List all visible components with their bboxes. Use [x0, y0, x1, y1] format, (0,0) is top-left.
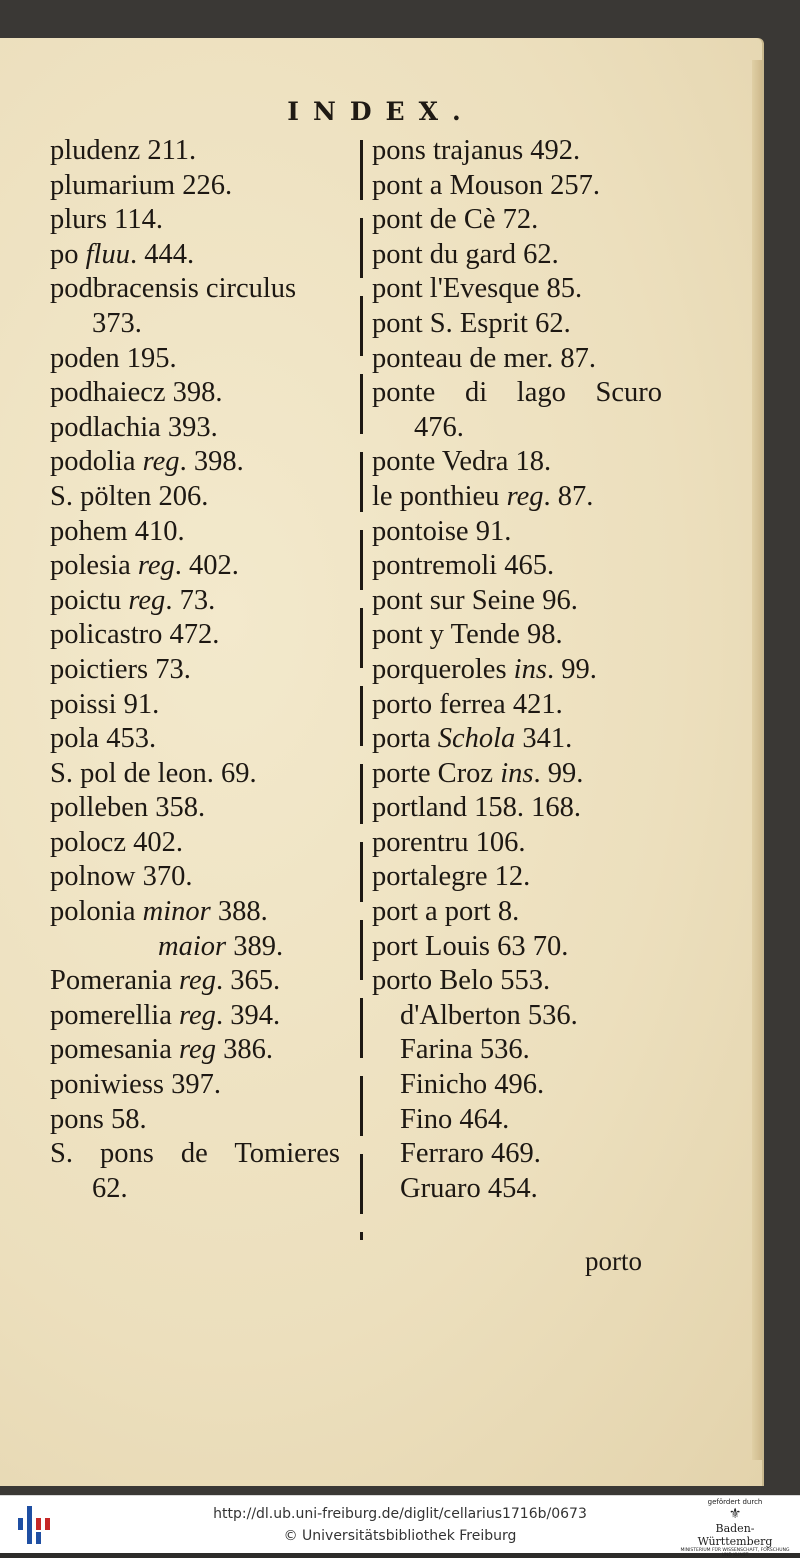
entry-text: pont sur Seine 96. [372, 584, 578, 616]
index-entry [372, 895, 692, 930]
index-entry [50, 964, 350, 999]
entry-italic: reg [137, 550, 175, 582]
index-entry [372, 618, 692, 653]
sponsor-ministry: MINISTERIUM FÜR WISSENSCHAFT, FORSCHUNG UND KUNST [680, 1548, 790, 1558]
index-entry [50, 272, 350, 307]
entry-text: plurs 114. [50, 204, 163, 236]
index-column-left [50, 134, 350, 1206]
index-entry [372, 1137, 692, 1172]
index-entry [50, 895, 350, 930]
index-entry [50, 238, 350, 273]
entry-text: Finicho 496. [400, 1069, 545, 1101]
entry-text: pont du gard 62. [372, 238, 559, 270]
entry-text: port Louis 63 70. [372, 930, 569, 962]
index-entry [50, 203, 350, 238]
entry-text: le ponthieu [372, 480, 507, 512]
column-divider [360, 140, 363, 1240]
entry-text: Pomerania [50, 965, 180, 997]
index-entry [372, 307, 692, 342]
viewer-footer [0, 1495, 800, 1558]
entry-text: po [50, 238, 86, 270]
entry-text: pomesania [50, 1034, 180, 1066]
entry-text: ponte Vedra 18. [372, 446, 552, 478]
index-entry [50, 1103, 350, 1138]
index-entry [372, 480, 692, 515]
entry-text: S. pons de Tomieres [50, 1138, 340, 1170]
index-entry [372, 272, 692, 307]
index-entry [372, 653, 692, 688]
index-entry [372, 238, 692, 273]
index-entry [50, 376, 350, 411]
entry-italic: reg [506, 480, 544, 512]
entry-text: pontoise 91. [372, 515, 512, 547]
entry-text: Gruaro 454. [400, 1172, 538, 1204]
index-entry [372, 791, 692, 826]
entry-text: polnow 370. [50, 861, 193, 893]
index-entry [50, 688, 350, 723]
index-entry [50, 860, 350, 895]
index-entry [372, 757, 692, 792]
entry-text: Farina 536. [400, 1034, 530, 1066]
entry-text: pohem 410. [50, 515, 185, 547]
index-entry [372, 999, 692, 1034]
index-entry [50, 549, 350, 584]
index-entry [372, 203, 692, 238]
index-entry [50, 653, 350, 688]
entry-italic: reg [142, 446, 180, 478]
entry-text: pons 58. [50, 1103, 147, 1135]
entry-text: poictiers 73. [50, 653, 191, 685]
index-entry [50, 134, 350, 169]
entry-text: 388. [210, 896, 268, 928]
entry-text: ponte di lago Scuro [372, 377, 662, 409]
index-entry [50, 307, 350, 342]
entry-italic: reg [179, 965, 216, 997]
entry-text: ponteau de mer. 87. [372, 342, 596, 374]
entry-text: plumarium 226. [50, 169, 233, 201]
entry-text: pont a Mouson 257. [372, 169, 600, 201]
index-entry [50, 1033, 350, 1068]
entry-text: pontremoli 465. [372, 550, 555, 582]
index-column-right [372, 134, 692, 1206]
copyright-notice: © Universitätsbibliothek Freiburg [283, 1528, 517, 1544]
page-header: INDEX. [287, 97, 475, 126]
index-entry [372, 342, 692, 377]
entry-text: porto Belo 553. [372, 965, 551, 997]
permalink-url[interactable]: http://dl.ub.uni-freiburg.de/diglit/cellarius1716b/0673 [213, 1506, 587, 1522]
entry-text: pomerellia [50, 999, 179, 1031]
index-entry [50, 411, 350, 446]
entry-text: port a port 8. [372, 896, 520, 928]
entry-text: S. pol de leon. 69. [50, 757, 257, 789]
index-entry [50, 1068, 350, 1103]
entry-text: . 99. [546, 653, 597, 685]
index-entry [372, 1068, 692, 1103]
sponsor-label: gefördert durch [707, 1498, 763, 1506]
entry-text: porta [372, 723, 438, 755]
index-entry [372, 964, 692, 999]
index-entry [50, 1137, 340, 1172]
entry-text: pons trajanus 492. [372, 135, 581, 166]
index-entry [372, 1103, 692, 1138]
index-entry [372, 1172, 692, 1207]
entry-text: poissi 91. [50, 688, 160, 720]
entry-italic: Schola [437, 723, 516, 755]
entry-text: Fino 464. [400, 1103, 510, 1135]
entry-text: Ferraro 469. [400, 1138, 541, 1170]
entry-text: 373. [92, 307, 142, 339]
entry-text: pont de Cè 72. [372, 204, 539, 236]
index-entry [372, 826, 692, 861]
entry-text: . 398. [179, 446, 244, 478]
index-entry [50, 480, 350, 515]
index-entry [372, 376, 662, 411]
entry-text: 389. [226, 930, 284, 962]
entry-text: polonia [50, 896, 143, 928]
index-entry [50, 342, 350, 377]
entry-text: 386. [215, 1034, 273, 1066]
index-entry [372, 411, 692, 446]
entry-text: porte Croz [372, 757, 501, 789]
coat-of-arms-icon: ⚜ [728, 1506, 742, 1522]
index-entry [50, 515, 350, 550]
entry-text: poictu [50, 584, 129, 616]
entry-text: podbracensis circulus [50, 273, 297, 305]
entry-italic: ins [513, 653, 547, 685]
entry-italic: maior [158, 930, 227, 962]
sponsor-logo [680, 1498, 790, 1558]
entry-text: policastro 472. [50, 619, 220, 651]
entry-text: . 99. [533, 757, 584, 789]
index-entry [50, 826, 350, 861]
index-entry [50, 722, 350, 757]
catchword: porto [585, 1246, 642, 1276]
entry-italic: reg [128, 584, 166, 616]
entry-text: podlachia 393. [50, 411, 218, 443]
entry-text: pola 453. [50, 723, 157, 755]
entry-text: porto ferrea 421. [372, 688, 563, 720]
entry-text: pludenz 211. [50, 135, 197, 166]
entry-italic: minor [142, 896, 211, 928]
entry-text: pont l'Evesque 85. [372, 273, 583, 305]
entry-text: . 365. [215, 965, 281, 997]
entry-text: . 402. [174, 550, 239, 582]
index-entry [50, 445, 350, 480]
index-entry [50, 757, 350, 792]
entry-text: polesia [50, 550, 138, 582]
entry-text: poden 195. [50, 342, 177, 374]
entry-text: poniwiess 397. [50, 1069, 221, 1101]
entry-text: portland 158. 168. [372, 792, 581, 824]
entry-text: pont y Tende 98. [372, 619, 563, 651]
index-entry [50, 169, 350, 204]
index-entry [50, 999, 350, 1034]
index-entry [50, 930, 350, 965]
entry-text: portalegre 12. [372, 861, 531, 893]
entry-text: . 444. [129, 238, 195, 270]
sponsor-state: Baden-Württemberg [697, 1522, 773, 1548]
entry-italic: fluu [85, 238, 130, 270]
index-entry [372, 134, 692, 169]
index-entry [50, 618, 350, 653]
entry-text: 476. [414, 411, 464, 443]
index-entry [372, 930, 692, 965]
entry-text: porentru 106. [372, 826, 526, 858]
entry-text: polocz 402. [50, 826, 183, 858]
index-entry [372, 1033, 692, 1068]
entry-text: 341. [515, 723, 573, 755]
index-entry [372, 169, 692, 204]
index-entry [372, 584, 692, 619]
entry-text: pont S. Esprit 62. [372, 307, 571, 339]
index-entry [372, 549, 692, 584]
page-edge [752, 60, 762, 1460]
index-entry [372, 722, 692, 757]
entry-text: S. pölten 206. [50, 480, 209, 512]
entry-italic: reg [179, 1034, 216, 1066]
index-entry [372, 515, 692, 550]
index-entry [372, 445, 692, 480]
entry-text: . 73. [165, 584, 216, 616]
index-entry [372, 860, 692, 895]
entry-text: podolia [50, 446, 143, 478]
entry-italic: ins [500, 757, 534, 789]
index-entry [372, 688, 692, 723]
entry-text: porqueroles [372, 653, 514, 685]
index-entry [50, 791, 350, 826]
entry-text: podhaiecz 398. [50, 377, 223, 409]
entry-text: . 394. [215, 999, 281, 1031]
index-entry [50, 1172, 350, 1207]
entry-text: polleben 358. [50, 792, 206, 824]
entry-text: . 87. [543, 480, 594, 512]
entry-text: d'Alberton 536. [400, 999, 578, 1031]
entry-italic: reg [179, 999, 216, 1031]
index-entry [50, 584, 350, 619]
entry-text: 62. [92, 1172, 128, 1204]
